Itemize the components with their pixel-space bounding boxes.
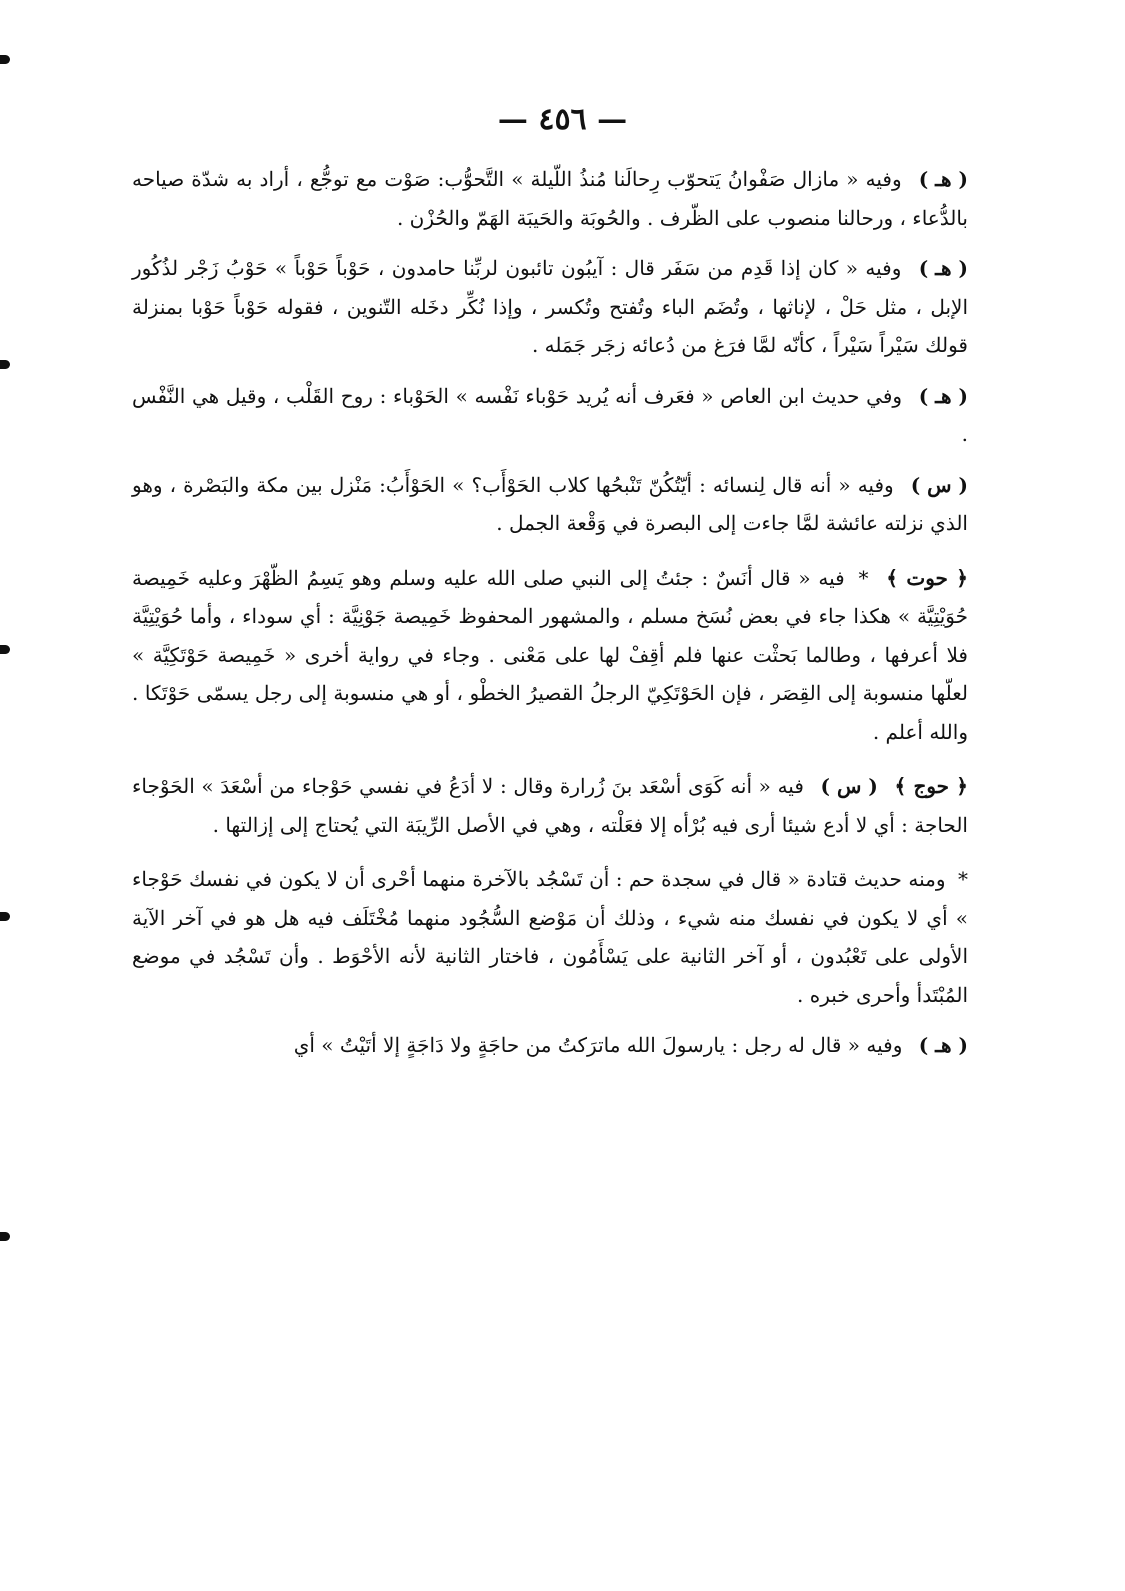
paragraph-text: فيه « أنه كَوَى أسْعَد بنَ زُرارة وقال : لا أدَعُ في نفسي حَوْجاء من أسْعَدَ » الحَوْجاء الحاجة : أي لا أدع شيئا أرى فيه بُرْأه إلا فعَلْته ، وهي في الأصل الرِّيبَة التي يُحتاج إلى إزالتها . [132,774,968,837]
paragraph [132,249,968,365]
binding-mark [0,912,10,921]
paragraph-text: وفيه « قال له رجل : يارسولَ الله ماترَكتُ من حاجَةٍ ولا دَاجَةٍ إلا أتَيْتُ » أي [293,1033,903,1057]
star-marker: * [858,565,869,590]
entry-paragraph [132,559,968,752]
binding-mark [0,55,10,64]
star-marker: * [958,867,968,891]
paragraph-text: وفيه « كان إذا قَدِم من سَفَر قال : آيبُون تائبون لربِّنا حامدون ، حَوْباً حَوْباً » حَوْبُ زَجْر لذُكُور الإبل ، مثل حَلْ ، لإناثها ، وتُضَم الباء وتُفتح وتُكسر ، وإذا نُكِّر دخَله التّنوين ، فقوله حَوْباً حَوْبا بمنزلة قولك سَيْراً سَيْراً ، كأنّه لمَّا فرَغ من دُعائه زجَر جَمَله . [132,256,968,357]
source-marker: ( س ) [910,472,969,497]
binding-mark [0,1232,10,1241]
paragraph-text: وفي حديث ابن العاص « فعَرف أنه يُريد حَوْباء نَفْسه » الحَوْباء : روح القَلْب ، وقيل هي النَّفْس . [132,383,968,446]
paragraph-text: وفيه « مازال صَفْوانُ يَتحوّب رِحالَنا مُنذُ اللّيلة » التَّحوُّب: صَوْت مع توجُّع ، أراد به شدّة صياحه بالدُّعاء ، ورحالنا منصوب على الظّرف . والحُوبَة والحَيبَة الهَمّ والحُزْن . [132,167,968,230]
paragraph [132,377,968,454]
paragraph-text: وفيه « أنه قال لِنسائه : أيّتُكُنّ تَنْبحُها كلاب الحَوْأَب؟ » الحَوْأَبُ: مَنْزل بين مكة والبَصْرة ، وهو الذي نزلته عائشة لمَّا جاءت إلى البصرة في وَقْعة الجمل . [132,472,968,535]
page-number: — ٤٥٦ — [497,102,628,137]
entry-heading: ﴿ حوج ﴾ [894,774,969,798]
paragraph-text: ومنه حديث قتادة « قال في سجدة حم : أن تَسْجُد بالآخرة منهما أحْرى أن لا يكون في نفسك حَوْجاء » أي لا يكون في نفسك منه شيء ، وذلك أن مَوْضع السُّجُود منهما مُخْتَلَف فيه هل هو في آخر الآية الأولى على تَعْبُدون ، أو آخر الثانية على يَسْأَمُون ، فاختار الثانية لأنه الأحْوَط . وأن تَسْجُد في موضع المُبْتَدأ وأحرى خبره . [132,867,968,1007]
source-marker: ( هـ ) [918,383,968,408]
paragraph [132,1026,968,1065]
entry-heading: ﴿ حوت ﴾ [886,565,969,590]
source-marker: ( هـ ) [918,256,969,280]
paragraph-text: فيه « قال أنَسٌ : جئتُ إلى النبي صلى الله عليه وسلم وهو يَسِمُ الظّهْرَ وعليه خَمِيصة حُوَيْتِيَّة » هكذا جاء في بعض نُسَخ مسلم ، والمشهور المحفوظ خَمِيصة جَوْنِيَّة : أي سوداء ، وأما حُوَيْتِيَّة فلا أعرفها ، وطالما بَحثْت عنها فلم أقِفْ لها على مَعْنى . وجاء في رواية أخرى « خَمِيصة حَوْتَكِيَّة » لعلّها منسوبة إلى القِصَر ، فإن الحَوْتَكِيّ الرجلُ القصيرُ الخطْو ، أو هي منسوبة إلى رجل يسمّى حَوْتَكا . والله أعلم . [132,565,968,744]
paragraph [132,160,968,237]
page-body [132,160,968,1077]
entry-paragraph [132,767,968,844]
source-marker: ( هـ ) [918,1033,968,1057]
binding-mark [0,360,10,369]
binding-mark [0,645,10,654]
paragraph [132,860,968,1014]
source-marker: ( س ) [820,774,878,798]
paragraph [132,466,968,543]
source-marker: ( هـ ) [918,167,968,191]
